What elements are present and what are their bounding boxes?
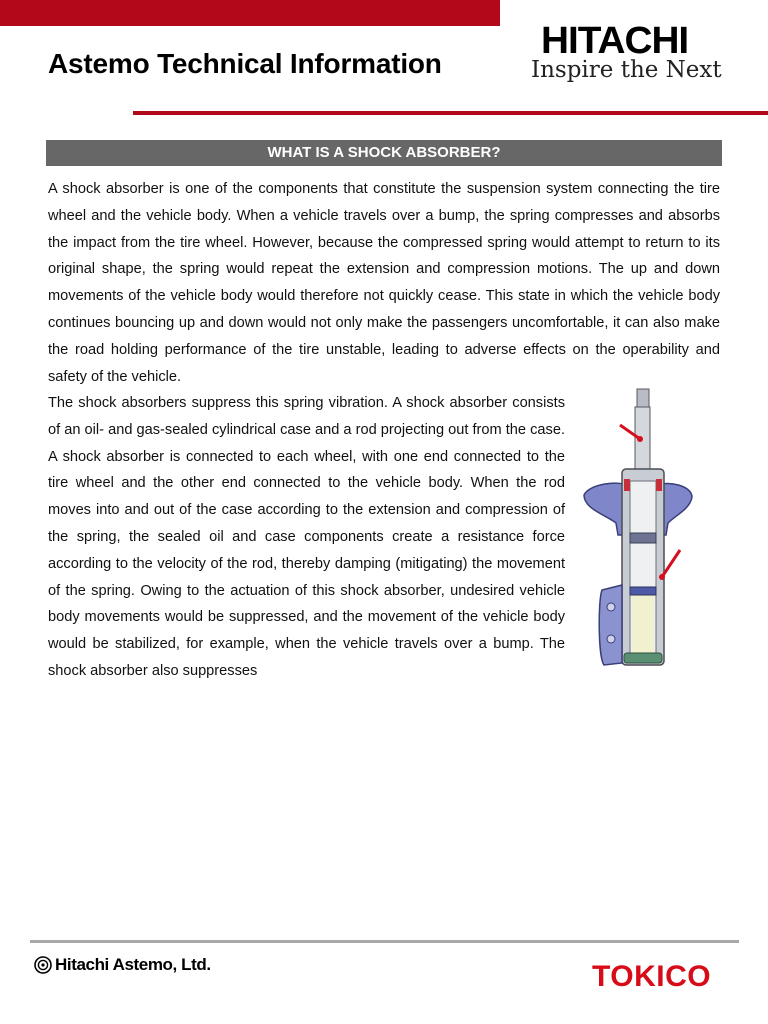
footer-company-logo: [34, 955, 211, 975]
bolt-hole-lower: [607, 635, 615, 643]
body-paragraph-2: The shock absorbers suppress this spring vibration. A shock absorber consists of an oil- and gas-sealed cylindrical case and a rod projecting out from the case. A shock absorber is connected to each wheel, with one end connected to the tire wheel and the other end connected to the vehicle body. When the rod moves into and out of the case according to the extension and compression of the spring, the sealed oil and case components create a resistance force according to the velocity of the rod, thereby damping (mitigating) the movement of the spring. Owing to the actuation of this shock absorber, undesired vehicle body movements would be suppressed, and the movement of the vehicle body would be stabilized, for example, when the vehicle travels over a bump. The shock absorber also suppresses: [48, 395, 565, 679]
piston-rod-top: [637, 389, 649, 409]
hitachi-logo: HITACHI: [541, 20, 689, 62]
bottom-cap: [624, 653, 662, 663]
footer-company-name: Hitachi Astemo, Ltd.: [55, 955, 211, 974]
seal-left: [624, 479, 630, 491]
page-title: Astemo Technical Information: [48, 48, 442, 79]
oil-chamber: [632, 595, 654, 657]
knuckle-bracket: [599, 585, 622, 665]
shock-absorber-illustration: [580, 385, 705, 675]
brand-tagline: Inspire the Next: [531, 57, 722, 83]
astemo-logo-icon: [34, 956, 52, 974]
body-paragraph-1: A shock absorber is one of the components that constitute the suspension system connecting the tire wheel and the vehicle body. When a vehicle travels over a bump, the spring compresses and absorbs the impact from the tire wheel. However, because the compressed spring would attempt to return to its original shape, the spring would repeat the extension and compression motions. The up and down movements of the vehicle body would therefore not quickly cease. This state in which the vehicle body continues bouncing up and down would not only make the passengers uncomfortable, it can also make the road holding performance of the tire unstable, leading to adverse effects on the operability and safety of the vehicle.: [48, 181, 720, 385]
indicator-dot-case: [659, 574, 665, 580]
header-divider: [133, 111, 768, 115]
seal-right: [656, 479, 662, 491]
base-valve: [630, 587, 656, 595]
bolt-hole-upper: [607, 603, 615, 611]
top-accent-bar: [0, 0, 500, 26]
piston: [630, 533, 656, 543]
indicator-dot-rod: [637, 436, 643, 442]
footer-divider: [30, 940, 739, 943]
tokico-logo: TOKICO: [592, 960, 712, 993]
section-heading: WHAT IS A SHOCK ABSORBER?: [46, 140, 722, 166]
